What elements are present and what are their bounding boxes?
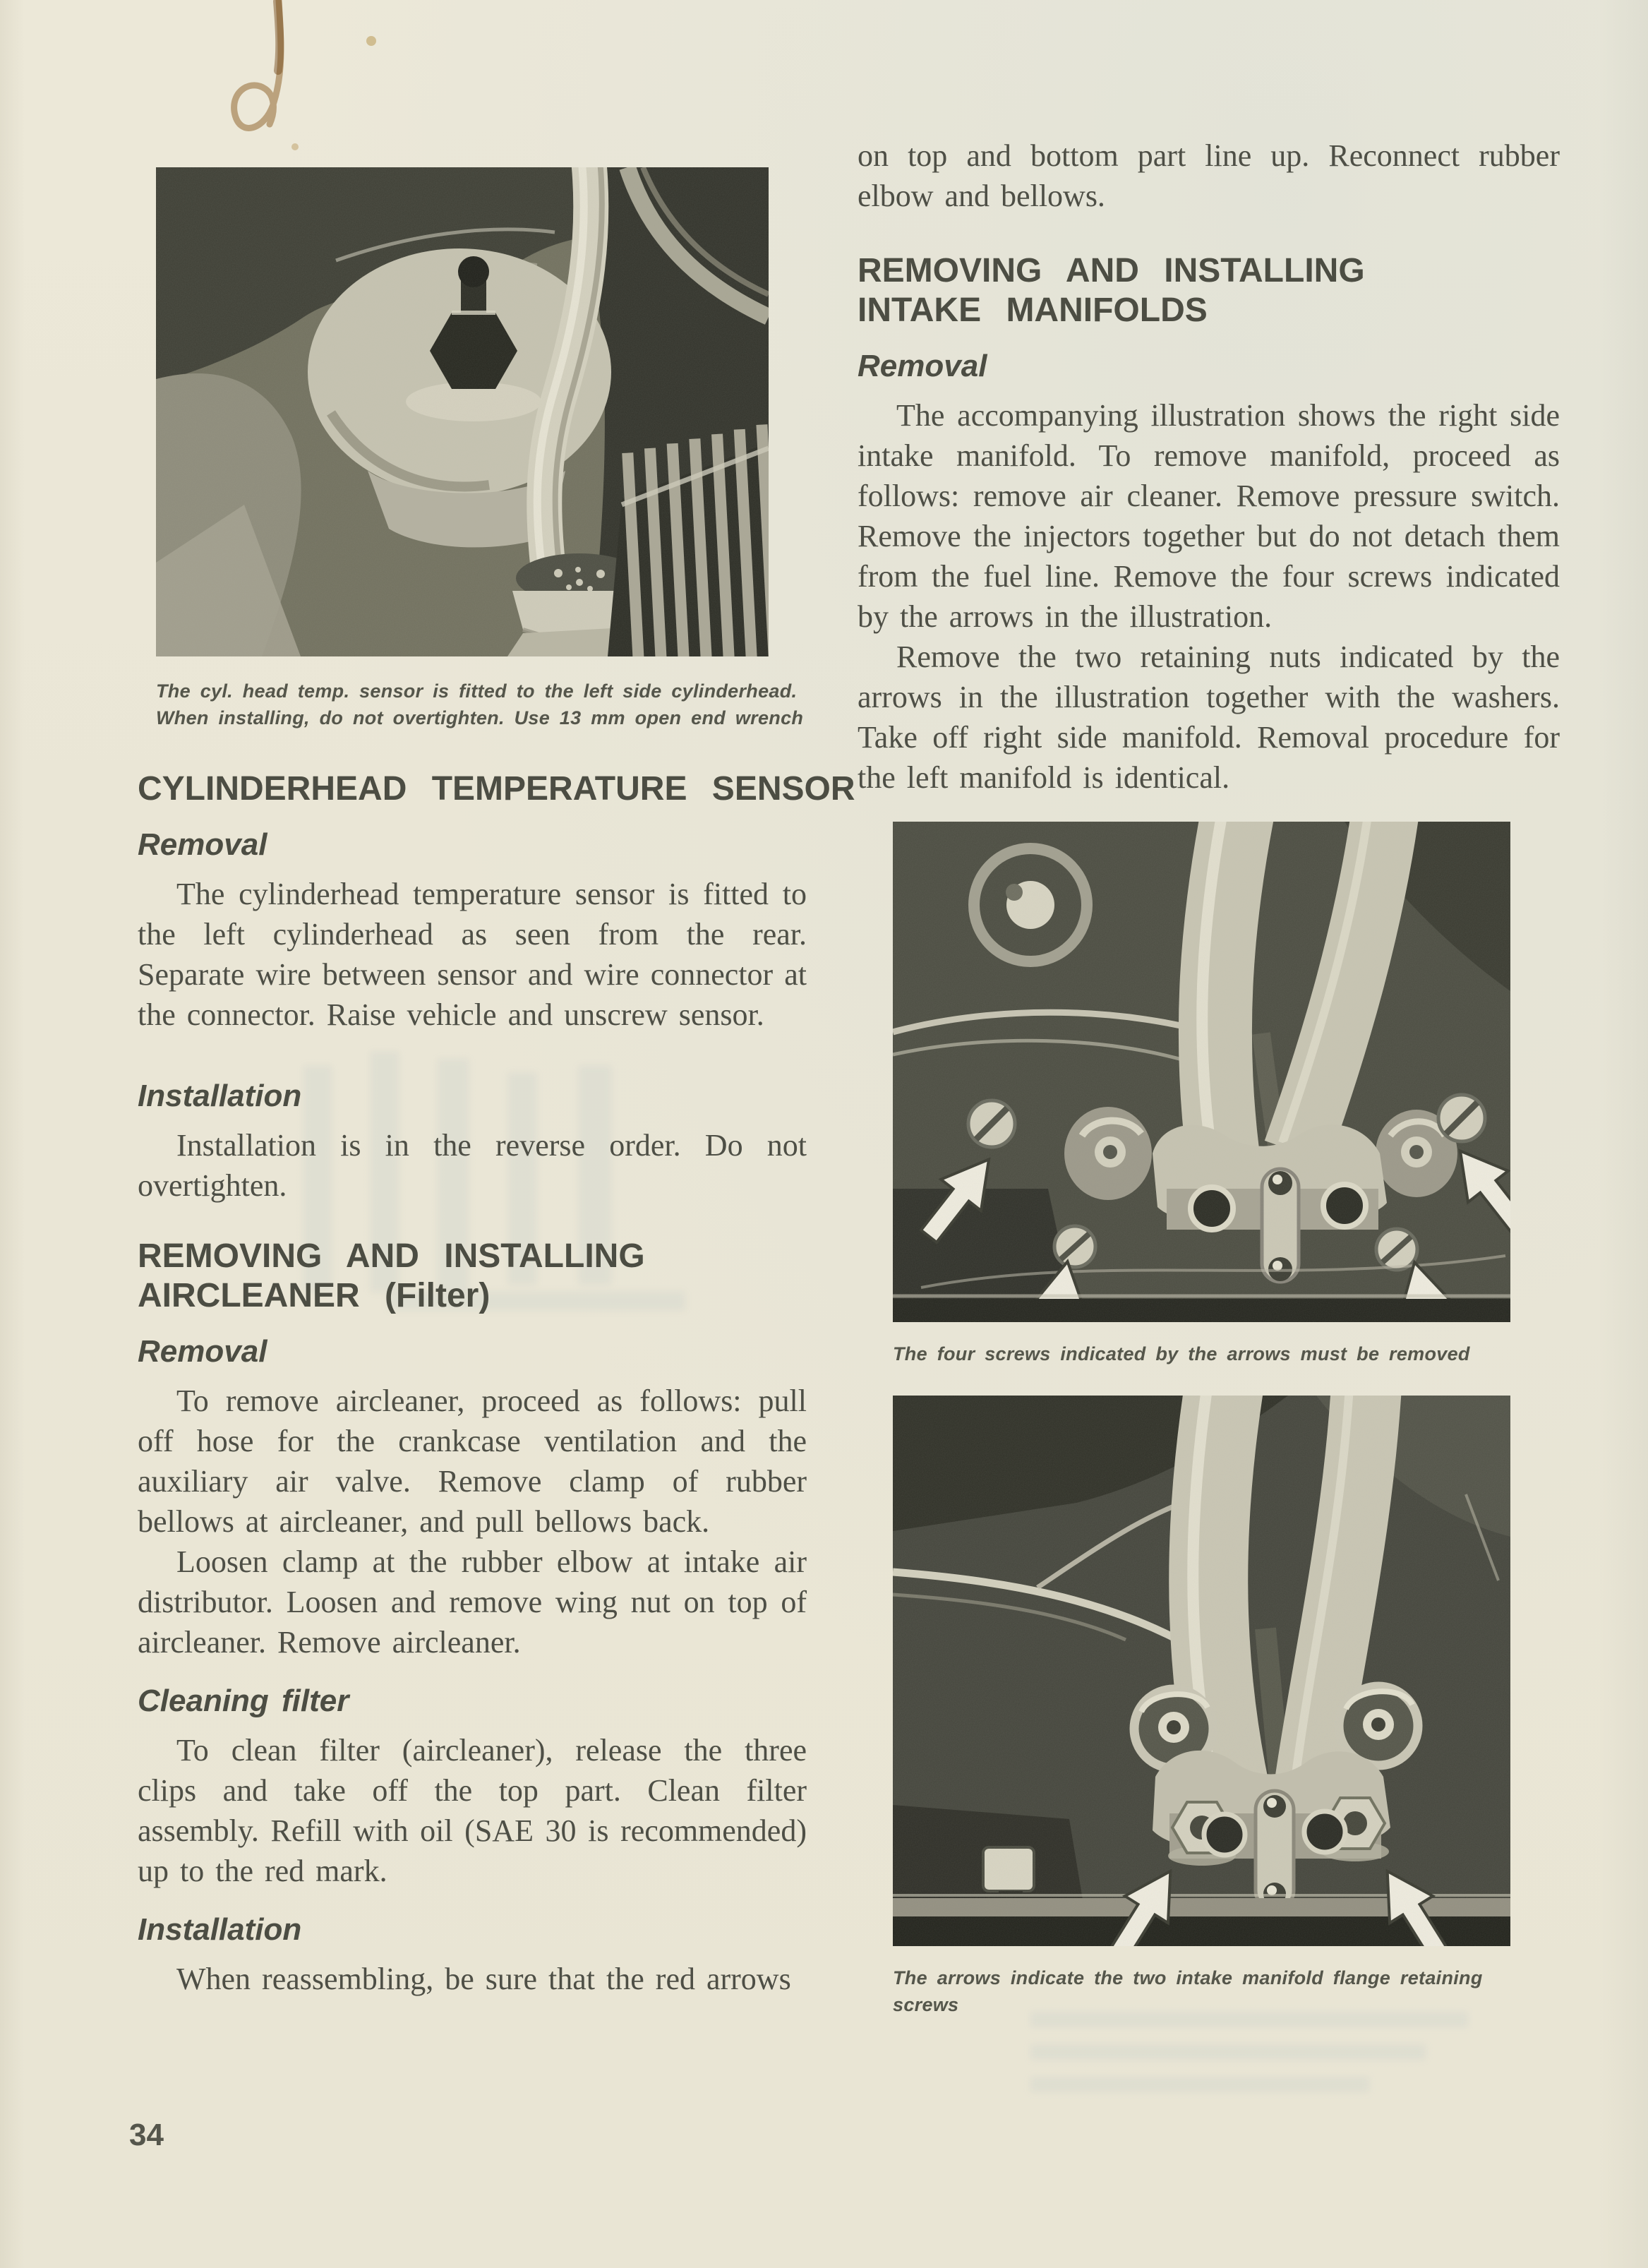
paragraph-cleaning-filter: To clean filter (aircleaner), release the three clips and take off the top part. Clean filter assembly. Refill with oil (SAE 30 is recommended) up to the red mark. [138,1733,807,1888]
paragraph-manifold-removal-1: The accompanying illustration shows the right side intake manifold. To remove manifold, proceed as follows: remove air cleaner. Remove pressure switch. Remove the injectors together but do not detach them from the fuel line. Remove the four screws indicated by the arrows in the illustration. [858,398,1560,634]
caption-four-screws [893,1340,1528,1367]
paragraph-continued: on top and bottom part line up. Reconnect rubber elbow and bellows. [858,138,1560,213]
subheading-installation: Installation [138,1079,302,1113]
paragraph-manifold-removal-2: Remove the two retaining nuts indicated by the arrows in the illustration together with the washers. Take off right side manifold. Removal procedure for the left manifold is identical. [858,640,1560,795]
photo-intake-manifold-two-nuts [893,1396,1510,1946]
bleedthrough-right [1030,2012,1524,2125]
subheading-removal: Removal [138,827,267,862]
caption-line: screws [893,1994,959,2015]
photo-cylinderhead-temp-sensor [156,167,769,656]
subheading-cleaning-filter: Cleaning filter [138,1684,349,1718]
left-column [138,167,855,1999]
page-number: 34 [129,2118,164,2152]
photo-intake-manifold-four-screws [893,822,1510,1322]
paragraph-aircleaner-removal-2: Loosen clamp at the rubber elbow at intake air distributor. Loosen and remove wing nut on top of aircleaner. Remove aircleaner. [138,1544,807,1660]
subheading-removal: Removal [858,349,987,383]
heading-removing-installing-intake-manifolds: REMOVING AND INSTALLING INTAKE MANIFOLDS [858,252,1365,329]
subheading-removal: Removal [138,1334,267,1369]
subheading-installation: Installation [138,1912,302,1947]
caption-line: The arrows indicate the two intake manifold flange retaining [893,1967,1483,1988]
caption-cylhead-sensor [156,678,804,731]
caption-line: The four screws indicated by the arrows must be removed [893,1343,1470,1364]
paragraph-sensor-installation: Installation is in the reverse order. Do not overtighten. [138,1128,807,1203]
caption-line: The cyl. head temp. sensor is fitted to the left side cylinderhead. [156,680,798,702]
right-column [858,136,1560,2018]
paragraph-aircleaner-installation: When reassembling, be sure that the red arrows [176,1962,791,1996]
caption-line: When installing, do not overtighten. Use 13 mm open end wrench [156,707,804,728]
heading-removing-installing-aircleaner: REMOVING AND INSTALLING AIRCLEANER (Filter) [138,1237,645,1314]
paragraph-aircleaner-removal-1: To remove aircleaner, proceed as follows: pull off hose for the crankcase ventilation and the auxiliary air valve. Remove clamp of rubber bellows at aircleaner, and pull bellows back. [138,1384,807,1539]
heading-cylinderhead-temperature-sensor: CYLINDERHEAD TEMPERATURE SENSOR [138,770,855,808]
caption-two-nuts [893,1964,1528,2018]
paragraph-sensor-removal: The cylinderhead temperature sensor is fitted to the left cylinderhead as seen from the rear. Separate wire between sensor and wire connector at the connector. Raise vehicle and unscrew sensor. [138,877,807,1032]
